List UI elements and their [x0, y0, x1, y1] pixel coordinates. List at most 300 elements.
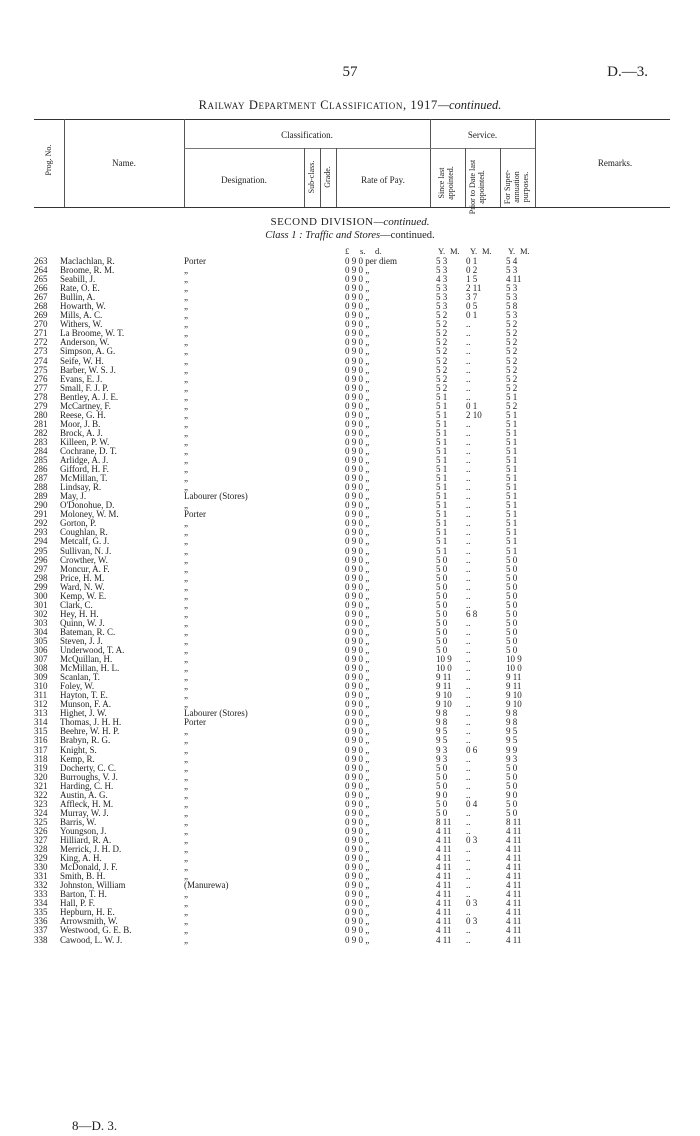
rate-of-pay: 0 9 0 „	[345, 798, 370, 809]
rate-of-pay: 0 9 0 „	[345, 337, 370, 348]
rate-of-pay: 0 9 0 „	[345, 590, 370, 601]
service-prior: ..	[466, 554, 471, 565]
prog-number: 327	[34, 835, 48, 845]
service-prior: ..	[466, 672, 471, 683]
service-since-last: 4 11	[436, 889, 452, 900]
employee-name: Reese, G. H.	[60, 410, 106, 420]
subsection-and: and	[333, 230, 355, 241]
employee-name: Seabill, J.	[60, 275, 96, 285]
service-since-last: 5 2	[436, 319, 448, 330]
service-prior: ..	[466, 690, 471, 701]
prog-number: 277	[34, 382, 48, 393]
employee-name: Crowther, W.	[60, 555, 108, 565]
service-superannuation: 5 0	[506, 554, 518, 565]
prog-number: 334	[34, 898, 48, 909]
service-prior: ..	[466, 699, 471, 710]
service-prior: 0 1	[466, 310, 478, 321]
employee-name: Hayton, T. E.	[60, 691, 108, 701]
designation: „	[184, 627, 188, 637]
prog-number: 306	[34, 645, 48, 656]
prog-number: 303	[34, 617, 48, 628]
prog-number: 276	[34, 373, 48, 384]
prog-number: 271	[34, 328, 48, 339]
service-since-last: 4 11	[436, 907, 452, 918]
service-superannuation: 5 0	[506, 762, 518, 773]
service-since-last: 10 0	[436, 663, 452, 674]
rate-of-pay: 0 9 0 „	[345, 391, 370, 402]
service-superannuation: 5 1	[506, 436, 518, 447]
service-since-last: 9 5	[436, 735, 448, 746]
service-since-last: 5 2	[436, 364, 448, 375]
classification-table-body	[0, 257, 700, 945]
service-since-last: 4 11	[436, 835, 452, 845]
prog-number: 337	[34, 925, 48, 936]
designation: „	[184, 826, 188, 836]
rate-of-pay: 0 9 0 „	[345, 654, 370, 665]
service-superannuation: 5 1	[506, 527, 518, 538]
designation: „	[184, 356, 188, 366]
prog-number: 328	[34, 844, 48, 855]
rate-of-pay: 0 9 0 „	[345, 509, 370, 520]
header-name: Name.	[112, 158, 136, 168]
subsection-stores: Stores	[354, 230, 381, 241]
prog-number: 302	[34, 608, 48, 619]
service-prior: ..	[466, 708, 471, 719]
service-prior: ..	[466, 527, 471, 538]
employee-name: Hey, H. H.	[60, 609, 99, 619]
col-divider	[465, 148, 466, 207]
rate-of-pay: 0 9 0 „	[345, 292, 370, 303]
prog-number: 329	[34, 853, 48, 864]
rate-of-pay: 0 9 0 „	[345, 816, 370, 827]
rate-of-pay: 0 9 0 „	[345, 753, 370, 764]
prog-number: 280	[34, 409, 48, 420]
prog-number: 319	[34, 762, 48, 773]
service-superannuation: 5 4	[506, 256, 518, 266]
service-since-last: 9 11	[436, 672, 452, 683]
prog-number: 323	[34, 798, 48, 809]
rate-of-pay: 0 9 0 „	[345, 735, 370, 746]
service-since-last: 5 1	[436, 545, 448, 556]
service-since-last: 5 2	[436, 310, 448, 321]
service-since-last: 5 2	[436, 355, 448, 366]
designation: „	[184, 682, 188, 692]
prog-number: 267	[34, 292, 48, 303]
designation: „	[184, 790, 188, 800]
service-since-last: 9 10	[436, 699, 452, 710]
rate-of-pay: 0 9 0 „	[345, 527, 370, 538]
employee-name: Harding, C. H.	[60, 781, 114, 791]
prog-number: 298	[34, 572, 48, 583]
prog-number: 299	[34, 581, 48, 592]
designation: „	[184, 908, 188, 918]
service-superannuation: 4 11	[506, 889, 522, 900]
employee-name: Kemp, W. E.	[60, 591, 107, 601]
service-prior: 2 10	[466, 409, 482, 420]
prog-number: 268	[34, 301, 48, 312]
employee-name: Beehre, W. H. P.	[60, 727, 120, 737]
service-prior: ..	[466, 319, 471, 330]
service-prior: ..	[466, 780, 471, 791]
service-since-last: 5 2	[436, 382, 448, 393]
service-prior: ..	[466, 455, 471, 466]
prog-number: 336	[34, 916, 48, 927]
designation: „	[184, 618, 188, 628]
employee-name: La Broome, W. T.	[60, 329, 125, 339]
rate-of-pay: 0 9 0 „	[345, 563, 370, 574]
page-title	[0, 98, 700, 113]
service-prior: ..	[466, 735, 471, 746]
rate-of-pay: 0 9 0 „	[345, 645, 370, 656]
employee-name: Maclachlan, R.	[60, 257, 115, 266]
service-superannuation: 4 11	[506, 825, 522, 836]
header-service: Service.	[467, 130, 498, 140]
designation: „	[184, 754, 188, 764]
rate-of-pay: 0 9 0 „	[345, 409, 370, 420]
service-since-last: 5 0	[436, 599, 448, 610]
service-superannuation: 5 2	[506, 400, 518, 411]
prog-number: 284	[34, 445, 48, 456]
service-since-last: 4 3	[436, 274, 448, 285]
service-superannuation: 9 8	[506, 708, 518, 719]
prog-number: 307	[34, 654, 48, 665]
service-since-last: 5 2	[436, 346, 448, 357]
col-divider	[535, 119, 536, 207]
employee-name: Cawood, L. W. J.	[60, 935, 123, 945]
prog-number: 338	[34, 934, 48, 945]
prog-number: 321	[34, 780, 48, 791]
rate-of-pay: 0 9 0 „	[345, 789, 370, 800]
service-prior: ..	[466, 925, 471, 936]
header-bottom-rule	[34, 207, 670, 208]
designation: „	[184, 817, 188, 827]
designation: Labourer (Stores)	[184, 709, 248, 719]
prog-number: 289	[34, 491, 48, 502]
rate-of-pay: 0 9 0 „	[345, 554, 370, 565]
designation: „	[184, 691, 188, 701]
service-since-last: 5 0	[436, 626, 448, 637]
employee-name: Cochrane, D. T.	[60, 446, 117, 456]
unit-pence: d.	[375, 246, 382, 256]
designation: „	[184, 311, 188, 321]
service-superannuation: 5 2	[506, 346, 518, 357]
service-since-last: 10 9	[436, 654, 452, 665]
service-superannuation: 5 2	[506, 319, 518, 330]
prog-number: 275	[34, 364, 48, 375]
employee-name: Steven, J. J.	[60, 636, 103, 646]
service-prior: ..	[466, 391, 471, 402]
employee-name: Ward, N. W.	[60, 582, 105, 592]
designation: „	[184, 781, 188, 791]
prog-number: 288	[34, 482, 48, 493]
service-prior: ..	[466, 545, 471, 556]
service-prior: ..	[466, 807, 471, 818]
employee-name: Foley, W.	[60, 682, 95, 692]
service-superannuation: 4 11	[506, 907, 522, 918]
service-superannuation: 4 11	[506, 274, 522, 285]
employee-name: Brock, A. J.	[60, 428, 103, 438]
rate-of-pay: 0 9 0 „	[345, 825, 370, 836]
rate-of-pay: 0 9 0 „	[345, 301, 370, 312]
designation: „	[184, 609, 188, 619]
employee-name: McMillan, T.	[60, 474, 108, 484]
employee-name: Coughlan, R.	[60, 528, 108, 538]
designation: „	[184, 772, 188, 782]
service-since-last: 4 11	[436, 925, 452, 936]
prog-number: 320	[34, 771, 48, 782]
employee-name: Burroughs, V. J.	[60, 772, 118, 782]
service-since-last: 4 11	[436, 916, 452, 927]
employee-name: Moor, J. B.	[60, 419, 101, 429]
service-prior: ..	[466, 681, 471, 692]
employee-name: Bullin, A.	[60, 293, 96, 303]
rate-of-pay: 0 9 0 „	[345, 780, 370, 791]
rate-of-pay: 0 9 0 „	[345, 771, 370, 782]
employee-name: Barris, W.	[60, 817, 97, 827]
employee-name: Simpson, A. G.	[60, 347, 116, 357]
service-prior: 6 8	[466, 608, 478, 619]
service-prior: ..	[466, 663, 471, 674]
service-superannuation: 5 3	[506, 283, 518, 294]
service-since-last: 5 0	[436, 608, 448, 619]
section-heading	[0, 216, 700, 228]
designation: „	[184, 338, 188, 348]
service-prior: ..	[466, 464, 471, 475]
service-since-last: 4 11	[436, 853, 452, 864]
service-since-last: 5 1	[436, 527, 448, 538]
service-since-last: 5 1	[436, 418, 448, 429]
designation: „	[184, 854, 188, 864]
employee-name: Hepburn, H. E.	[60, 908, 115, 918]
service-since-last: 5 0	[436, 807, 448, 818]
designation: „	[184, 428, 188, 438]
service-superannuation: 5 1	[506, 518, 518, 529]
prog-number: 264	[34, 265, 48, 276]
service-superannuation: 5 1	[506, 509, 518, 520]
prog-number: 315	[34, 726, 48, 737]
employee-name: Thomas, J. H. H.	[60, 718, 122, 728]
section-main: SECOND DIVISION	[270, 216, 374, 228]
service-prior: 2 11	[466, 283, 482, 294]
col-divider	[500, 148, 501, 207]
service-superannuation: 5 8	[506, 301, 518, 312]
prog-number: 313	[34, 708, 48, 719]
service-since-last: 5 0	[436, 780, 448, 791]
rate-of-pay: 0 9 0 „	[345, 473, 370, 484]
employee-name: Affleck, H. M.	[60, 799, 114, 809]
service-superannuation: 9 9	[506, 744, 518, 755]
service-superannuation: 5 0	[506, 563, 518, 574]
rate-of-pay: 0 9 0 „	[345, 617, 370, 628]
employee-name: Austin, A. G.	[60, 790, 108, 800]
service-prior: ..	[466, 491, 471, 502]
service-superannuation: 4 11	[506, 916, 522, 927]
designation: „	[184, 600, 188, 610]
employee-name: Seife, W. H.	[60, 356, 104, 366]
service-prior: ..	[466, 337, 471, 348]
service-prior: ..	[466, 871, 471, 882]
rate-of-pay: 0 9 0 „	[345, 346, 370, 357]
prog-number: 282	[34, 427, 48, 438]
header-prior-to-date: Prior to Date last appointed.	[468, 159, 486, 215]
header-designation: Designation.	[221, 175, 267, 185]
employee-name: Moncur, A. F.	[60, 564, 110, 574]
header-inner-rule	[184, 148, 535, 149]
service-prior: ..	[466, 626, 471, 637]
service-since-last: 5 2	[436, 373, 448, 384]
header-since-last: Since last appointed.	[437, 166, 455, 200]
subsection-continued: —continued.	[380, 230, 435, 241]
prog-number: 279	[34, 400, 48, 411]
prog-number: 308	[34, 663, 48, 674]
service-superannuation: 9 8	[506, 717, 518, 728]
designation: „	[184, 636, 188, 646]
designation: „	[184, 419, 188, 429]
rate-of-pay: 0 9 0 „	[345, 880, 370, 891]
employee-name: Underwood, T. A.	[60, 646, 125, 656]
service-since-last: 5 2	[436, 328, 448, 339]
designation: Porter	[184, 257, 206, 266]
rate-of-pay: 0 9 0 „	[345, 681, 370, 692]
col-divider	[320, 148, 321, 207]
service-prior: ..	[466, 889, 471, 900]
service-prior: ..	[466, 509, 471, 520]
designation: „	[184, 700, 188, 710]
employee-name: Hilliard, R. A.	[60, 836, 112, 845]
rate-of-pay: 0 9 0 „	[345, 853, 370, 864]
rate-of-pay: 0 9 0 „	[345, 699, 370, 710]
designation: „	[184, 537, 188, 547]
service-superannuation: 5 1	[506, 545, 518, 556]
header-sub-class: Sub-class.	[307, 160, 316, 194]
designation: „	[184, 546, 188, 556]
designation: „	[184, 564, 188, 574]
rate-of-pay: 0 9 0 „	[345, 545, 370, 556]
service-superannuation: 5 0	[506, 581, 518, 592]
service-since-last: 5 3	[436, 292, 448, 303]
employee-name: Scanlan, T.	[60, 673, 100, 683]
service-superannuation: 9 10	[506, 690, 522, 701]
prog-number: 274	[34, 355, 48, 366]
employee-name: Mills, A. C.	[60, 311, 103, 321]
service-since-last: 5 0	[436, 590, 448, 601]
service-since-last: 8 11	[436, 816, 452, 827]
service-prior: ..	[466, 654, 471, 665]
rate-of-pay: 0 9 0 „	[345, 418, 370, 429]
service-superannuation: 5 1	[506, 391, 518, 402]
prog-number: 295	[34, 545, 48, 556]
service-superannuation: 5 0	[506, 780, 518, 791]
prog-number: 325	[34, 816, 48, 827]
service-prior: ..	[466, 617, 471, 628]
service-prior: ..	[466, 789, 471, 800]
employee-name: Howarth, W.	[60, 302, 106, 312]
header-top-rule	[34, 119, 670, 120]
prog-number: 310	[34, 681, 48, 692]
rate-of-pay: 0 9 0 „	[345, 464, 370, 475]
designation: Porter	[184, 510, 206, 520]
designation: „	[184, 266, 188, 276]
prog-number: 318	[34, 753, 48, 764]
service-since-last: 9 8	[436, 717, 448, 728]
service-prior: 0 1	[466, 256, 478, 266]
service-since-last: 5 1	[436, 391, 448, 402]
title-main: Railway Department Classification, 1917	[198, 98, 438, 112]
designation: „	[184, 836, 188, 845]
rate-of-pay: 0 9 0 „	[345, 500, 370, 511]
service-superannuation: 9 11	[506, 681, 522, 692]
header-remarks: Remarks.	[597, 158, 633, 168]
employee-name: McCartney, F.	[60, 401, 111, 411]
service-since-last: 5 0	[436, 762, 448, 773]
rate-of-pay: 0 9 0 „	[345, 436, 370, 447]
service-superannuation: 5 1	[506, 455, 518, 466]
unit-shillings: s.	[360, 246, 366, 256]
service-since-last: 9 10	[436, 690, 452, 701]
employee-name: Rate, O. E.	[60, 284, 100, 294]
service-prior: ..	[466, 328, 471, 339]
service-superannuation: 9 11	[506, 672, 522, 683]
service-prior: ..	[466, 563, 471, 574]
designation: „	[184, 410, 188, 420]
service-prior: ..	[466, 418, 471, 429]
prog-number: 292	[34, 518, 48, 529]
designation: „	[184, 673, 188, 683]
rate-of-pay: 0 9 0 „	[345, 717, 370, 728]
service-since-last: 4 11	[436, 934, 452, 945]
prog-number: 297	[34, 563, 48, 574]
service-since-last: 5 1	[436, 464, 448, 475]
service-since-last: 9 3	[436, 753, 448, 764]
rate-of-pay: 0 9 0 „	[345, 889, 370, 900]
employee-name: Gifford, H. F.	[60, 465, 109, 475]
service-superannuation: 5 0	[506, 807, 518, 818]
designation: „	[184, 917, 188, 927]
rate-of-pay: 0 9 0 „	[345, 536, 370, 547]
rate-of-pay: 0 9 0 „	[345, 925, 370, 936]
service-prior: 0 6	[466, 744, 478, 755]
service-prior: ..	[466, 436, 471, 447]
service-superannuation: 9 5	[506, 726, 518, 737]
document-reference: D.—3.	[607, 64, 648, 80]
rate-of-pay: 0 9 0 „	[345, 708, 370, 719]
employee-name: Withers, W.	[60, 320, 103, 330]
service-superannuation: 5 0	[506, 771, 518, 782]
service-since-last: 5 0	[436, 635, 448, 646]
service-prior: ..	[466, 500, 471, 511]
designation: „	[184, 646, 188, 656]
service-prior: ..	[466, 590, 471, 601]
prog-number: 273	[34, 346, 48, 357]
employee-name: Barber, W. S. J.	[60, 365, 116, 375]
service-superannuation: 4 11	[506, 835, 522, 845]
employee-name: Johnston, William	[60, 881, 126, 891]
service-prior: ..	[466, 844, 471, 855]
designation: „	[184, 935, 188, 945]
rate-of-pay: 0 9 0 „	[345, 844, 370, 855]
rate-of-pay: 0 9 0 „	[345, 672, 370, 683]
service-prior: ..	[466, 572, 471, 583]
service-superannuation: 8 11	[506, 816, 522, 827]
designation: „	[184, 293, 188, 303]
rate-of-pay: 0 9 0 „	[345, 581, 370, 592]
prog-number: 285	[34, 455, 48, 466]
unit-years: Y.	[508, 246, 516, 256]
rate-of-pay: 0 9 0 „	[345, 663, 370, 674]
service-superannuation: 5 1	[506, 418, 518, 429]
service-superannuation: 5 0	[506, 599, 518, 610]
employee-name: Moloney, W. M.	[60, 510, 119, 520]
